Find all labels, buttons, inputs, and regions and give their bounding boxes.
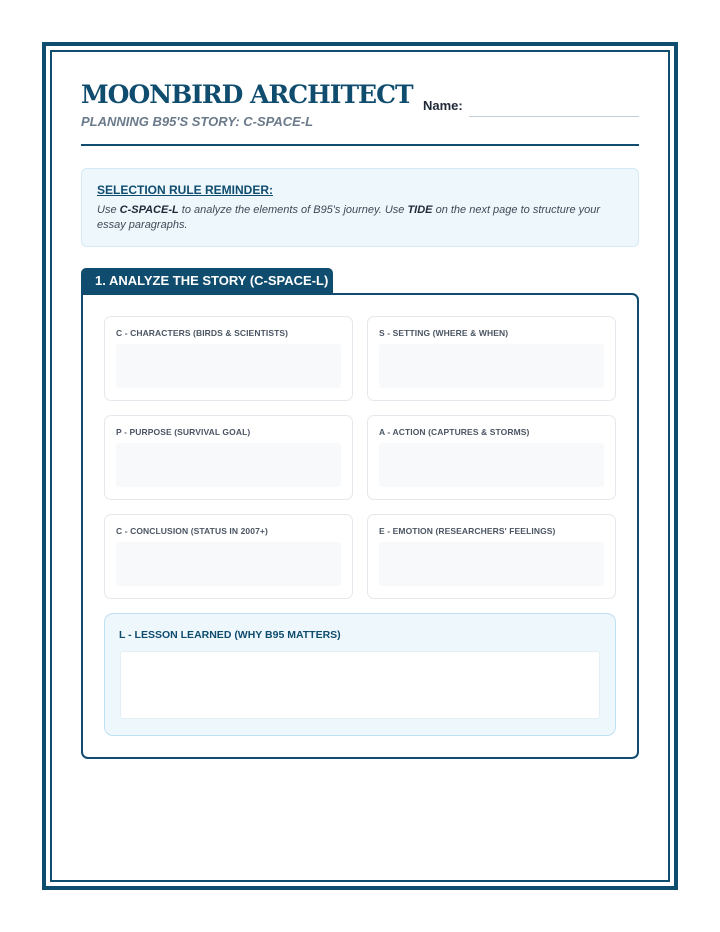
reminder-keyword-cspacel: C-SPACE-L bbox=[119, 204, 179, 216]
answer-area[interactable] bbox=[116, 443, 341, 487]
section-title: 1. ANALYZE THE STORY (C-SPACE-L) bbox=[95, 273, 329, 288]
reminder-title: SELECTION RULE REMINDER: bbox=[97, 183, 274, 197]
answer-area[interactable] bbox=[379, 443, 604, 487]
card-label: C - CHARACTERS (BIRDS & SCIENTISTS) bbox=[116, 328, 289, 338]
lesson-label: L - LESSON LEARNED (WHY B95 MATTERS) bbox=[119, 629, 341, 641]
answer-area[interactable] bbox=[116, 344, 341, 388]
card-conclusion bbox=[104, 514, 353, 599]
card-label: S - SETTING (WHERE & WHEN) bbox=[379, 328, 509, 338]
answer-area[interactable] bbox=[116, 542, 341, 586]
name-label: Name: bbox=[423, 98, 463, 113]
card-setting bbox=[367, 316, 616, 401]
card-lesson bbox=[104, 613, 616, 736]
reminder-box bbox=[81, 168, 639, 247]
section-tab bbox=[81, 268, 333, 294]
page-subtitle: PLANNING B95'S STORY: C-SPACE-L bbox=[81, 114, 314, 129]
card-purpose bbox=[104, 415, 353, 500]
card-action bbox=[367, 415, 616, 500]
header-divider bbox=[81, 144, 639, 146]
card-emotion bbox=[367, 514, 616, 599]
card-label: P - PURPOSE (SURVIVAL GOAL) bbox=[116, 427, 251, 437]
answer-area[interactable] bbox=[379, 344, 604, 388]
card-label: A - ACTION (CAPTURES & STORMS) bbox=[379, 427, 530, 437]
page-title: MOONBIRD ARCHITECT bbox=[81, 80, 413, 109]
reminder-text-part: to analyze the elements of B95's journey. Use bbox=[178, 204, 408, 216]
card-label: C - CONCLUSION (STATUS IN 2007+) bbox=[116, 526, 268, 536]
lesson-answer-area[interactable] bbox=[120, 651, 600, 719]
name-field[interactable] bbox=[469, 116, 639, 117]
card-characters bbox=[104, 316, 353, 401]
card-label: E - EMOTION (RESEARCHERS' FEELINGS) bbox=[379, 526, 556, 536]
reminder-text bbox=[97, 203, 617, 233]
reminder-keyword-tide: TIDE bbox=[407, 204, 433, 216]
answer-area[interactable] bbox=[379, 542, 604, 586]
reminder-text-part: on the next page to structure your essay paragraphs. bbox=[97, 204, 601, 231]
reminder-text-part: Use bbox=[97, 204, 120, 216]
